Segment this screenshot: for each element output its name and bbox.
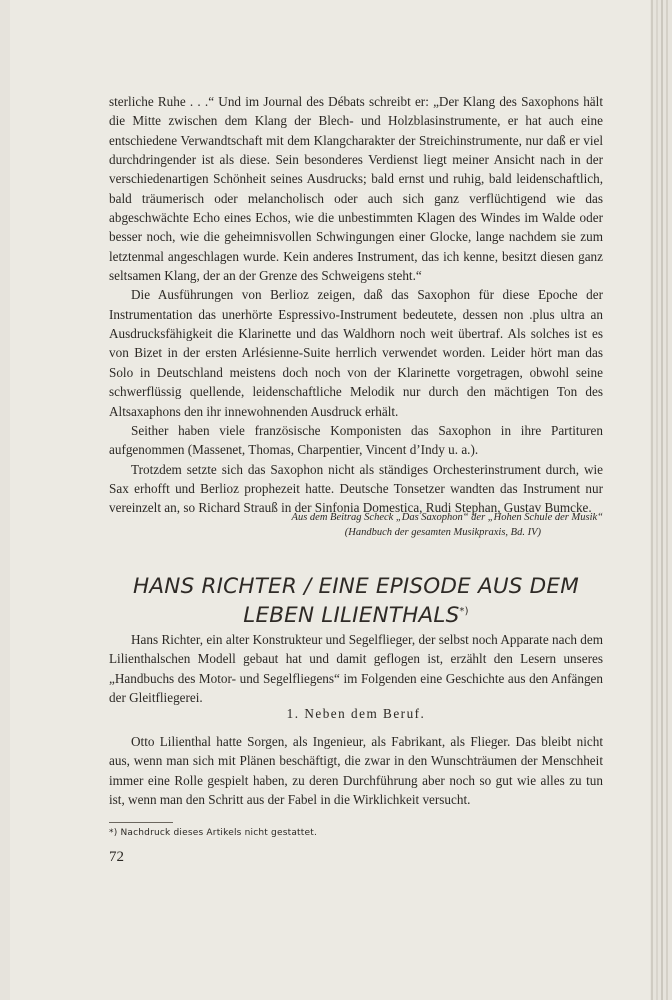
page-number: 72: [109, 849, 124, 865]
paragraph: Trotzdem setzte sich das Saxophon nicht als ständiges Orchesterinstrument durch, wie Sax erhofft und Berlioz prophezeit hatte. Deutsche Tonsetzer wandten das Instrument nur vereinzelt an, so Richard Strauß in der Sinfonia Domestica, Rudi Stephan, Gustav Bumcke.: [109, 461, 603, 516]
intro-paragraph: Hans Richter, ein alter Konstrukteur und Segelflieger, der selbst noch Apparate nach dem Lilienthalschen Modell gebaut hat und damit geflogen ist, erzählt den Lesern unseres „Handbuchs des Motor- und Segelfliegens“ im Folgenden eine Geschichte aus den Anfängen der Gleitfliegerei.: [109, 632, 603, 706]
paragraph: Die Ausführungen von Berlioz zeigen, daß das Saxophon für diese Epoche der Instrumentation das unerhörte Espressivo-Instrument bedeutete, dessen non .plus ultra an Ausdrucksfähigkeit die Klarinette und das Waldhorn noch weit übertraf. Als solches ist es von Bizet in der ersten Arlésienne-Suite herrlich verwendet worden. Leider hört man das Solo in Deutschland meistens doch noch von der Klarinette vorgetragen, obwohl seine schwerflüssig quellende, leidenschaftliche Melodik nur durch den mächtigen Ton des Altsaxaphons den ihr innewohnenden Ausdruck erhält.: [109, 287, 603, 419]
page-edge: [651, 0, 653, 1000]
article-title: [109, 574, 603, 628]
footnote-rule: [109, 822, 173, 823]
paragraph: Seither haben viele französische Komponisten das Saxophon in ihre Partituren aufgenommen (Massenet, Thomas, Charpentier, Vincent d’Indy u. a.).: [109, 422, 603, 458]
title-line: HANS RICHTER / EINE EPISODE AUS DEM: [133, 574, 579, 599]
section-heading: 1. Neben dem Beruf.: [286, 706, 426, 721]
intro-block: [109, 630, 603, 707]
footnote: *) Nachdruck dieses Artikels nicht gestattet.: [109, 828, 318, 838]
paragraph: sterliche Ruhe . . .“ Und im Journal des Débats schreibt er: „Der Klang des Saxophons hält die Mitte zwischen dem Klang der Blech- und Holzblasinstrumente, er hat auch eine entschiedene Verwandtschaft mit dem Klangcharakter der Streichinstrumente, nur daß er viel durchdringender ist als diese. Sein besonderes Verdienst liegt meiner Ansicht nach in der verschiedenartigen Schönheit seines Ausdrucks; bald ernst und ruhig, bald leidenschaftlich, bald träumerisch oder melancholisch oder auch sich ganz verflüchtigend wie das abgeschwächte Echo eines Echos, wie die unbestimmten Klagen des Windes im Walde oder besser noch, wie die geheimnisvollen Schwingungen einer Glocke, lange nachdem sie zum letztenmal angeschlagen wurde. Kein anderes Instrument, das ich kenne, besitzt diesen ganz seltsamen Klang, der an der Grenze des Schweigens steht.“: [109, 94, 603, 284]
source-line: (Handbuch der gesamten Musikpraxis, Bd. IV): [344, 527, 541, 538]
source-line: Aus dem Beitrag Scheck „Das Saxophon“ der „Hohen Schule der Musik“: [291, 512, 603, 523]
footnote-marker: *): [459, 606, 469, 617]
title-line-2: [109, 599, 603, 628]
page-edge: [661, 0, 663, 1000]
section-paragraph: Otto Lilienthal hatte Sorgen, als Ingenieur, als Fabrikant, als Flieger. Das bleibt nicht aus, wenn man sich mit Plänen beschäftigt, die zwar in den Wunschträumen der Menschheit immer eine Rolle gespielt haben, zu deren Durchführung aber noch so gut wie alles zu tun ist, wenn man den Schritt aus der Fabel in die Wirklichkeit versucht.: [109, 734, 603, 808]
source-citation: [200, 510, 603, 540]
saxophon-article-body: [109, 92, 603, 518]
page-edge: [656, 0, 658, 1000]
page-edge: [666, 0, 668, 1000]
title-text: LEBEN LILIENTHALS: [243, 603, 460, 629]
section-body: [109, 732, 603, 809]
